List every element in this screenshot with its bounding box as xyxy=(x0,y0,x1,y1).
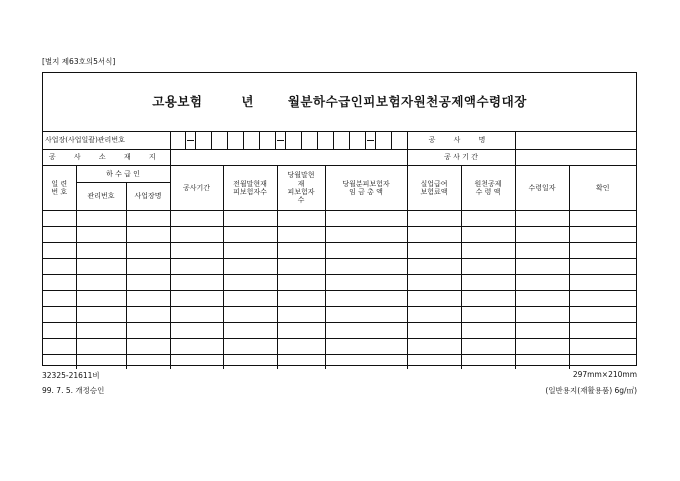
approval-note: 99. 7. 5. 개정승인 xyxy=(42,386,105,395)
ledger-table xyxy=(43,131,636,369)
form-title: 고용보험 년 월분하수급인피보험자원천공제액수령대장 xyxy=(152,94,527,109)
header-curr-month-count: 당월말현 재 피보험자 수 xyxy=(277,166,325,211)
table-row xyxy=(43,275,636,291)
form-code: 32325-21611비 xyxy=(42,371,100,380)
header-receipt-date: 수령일자 xyxy=(515,166,569,211)
table-row xyxy=(43,211,636,227)
title-box xyxy=(43,73,636,132)
business-no-row xyxy=(43,131,636,150)
header-mgmt-no: 관리번호 xyxy=(76,183,126,211)
business-name-label: 공 사 명 xyxy=(407,131,515,150)
business-no-label: 사업장(사업일괄)관리번호 xyxy=(43,131,170,150)
header-insurance-fee: 실업급여 보험료액 xyxy=(407,166,461,211)
table-row xyxy=(43,227,636,243)
header-prev-month-count: 전월말현재 피보험자수 xyxy=(223,166,277,211)
header-row-1 xyxy=(43,166,636,183)
business-no-boxes[interactable] xyxy=(170,131,407,150)
header-biz-name: 사업장명 xyxy=(126,183,170,211)
site-row xyxy=(43,150,636,166)
form-reference: [별지 제63호의5서식] xyxy=(42,57,116,66)
paper-type: (일반용지(재활용품) 6g/㎡) xyxy=(545,386,637,395)
ledger-form xyxy=(42,72,637,366)
header-work-period: 공사기간 xyxy=(170,166,223,211)
table-row xyxy=(43,323,636,339)
paper-size: 297mm×210mm xyxy=(572,370,637,379)
table-row xyxy=(43,339,636,355)
table-row xyxy=(43,307,636,323)
table-row xyxy=(43,355,636,369)
site-location-value[interactable] xyxy=(170,150,407,166)
period-label: 공 사 기 간 xyxy=(407,150,515,166)
header-confirm: 확인 xyxy=(569,166,636,211)
header-withholding-amount: 원천공제 수 령 액 xyxy=(461,166,515,211)
period-value[interactable] xyxy=(515,150,636,166)
header-subcontractor: 하 수 급 인 xyxy=(76,166,170,183)
table-row xyxy=(43,259,636,275)
site-location-label: 공 사 소 재 지 xyxy=(43,150,170,166)
table-row xyxy=(43,291,636,307)
business-name-value[interactable] xyxy=(515,131,636,150)
header-wage-total: 당월분피보험자 임 금 총 액 xyxy=(325,166,407,211)
table-row xyxy=(43,243,636,259)
header-serial: 일 련 번 호 xyxy=(43,166,76,211)
